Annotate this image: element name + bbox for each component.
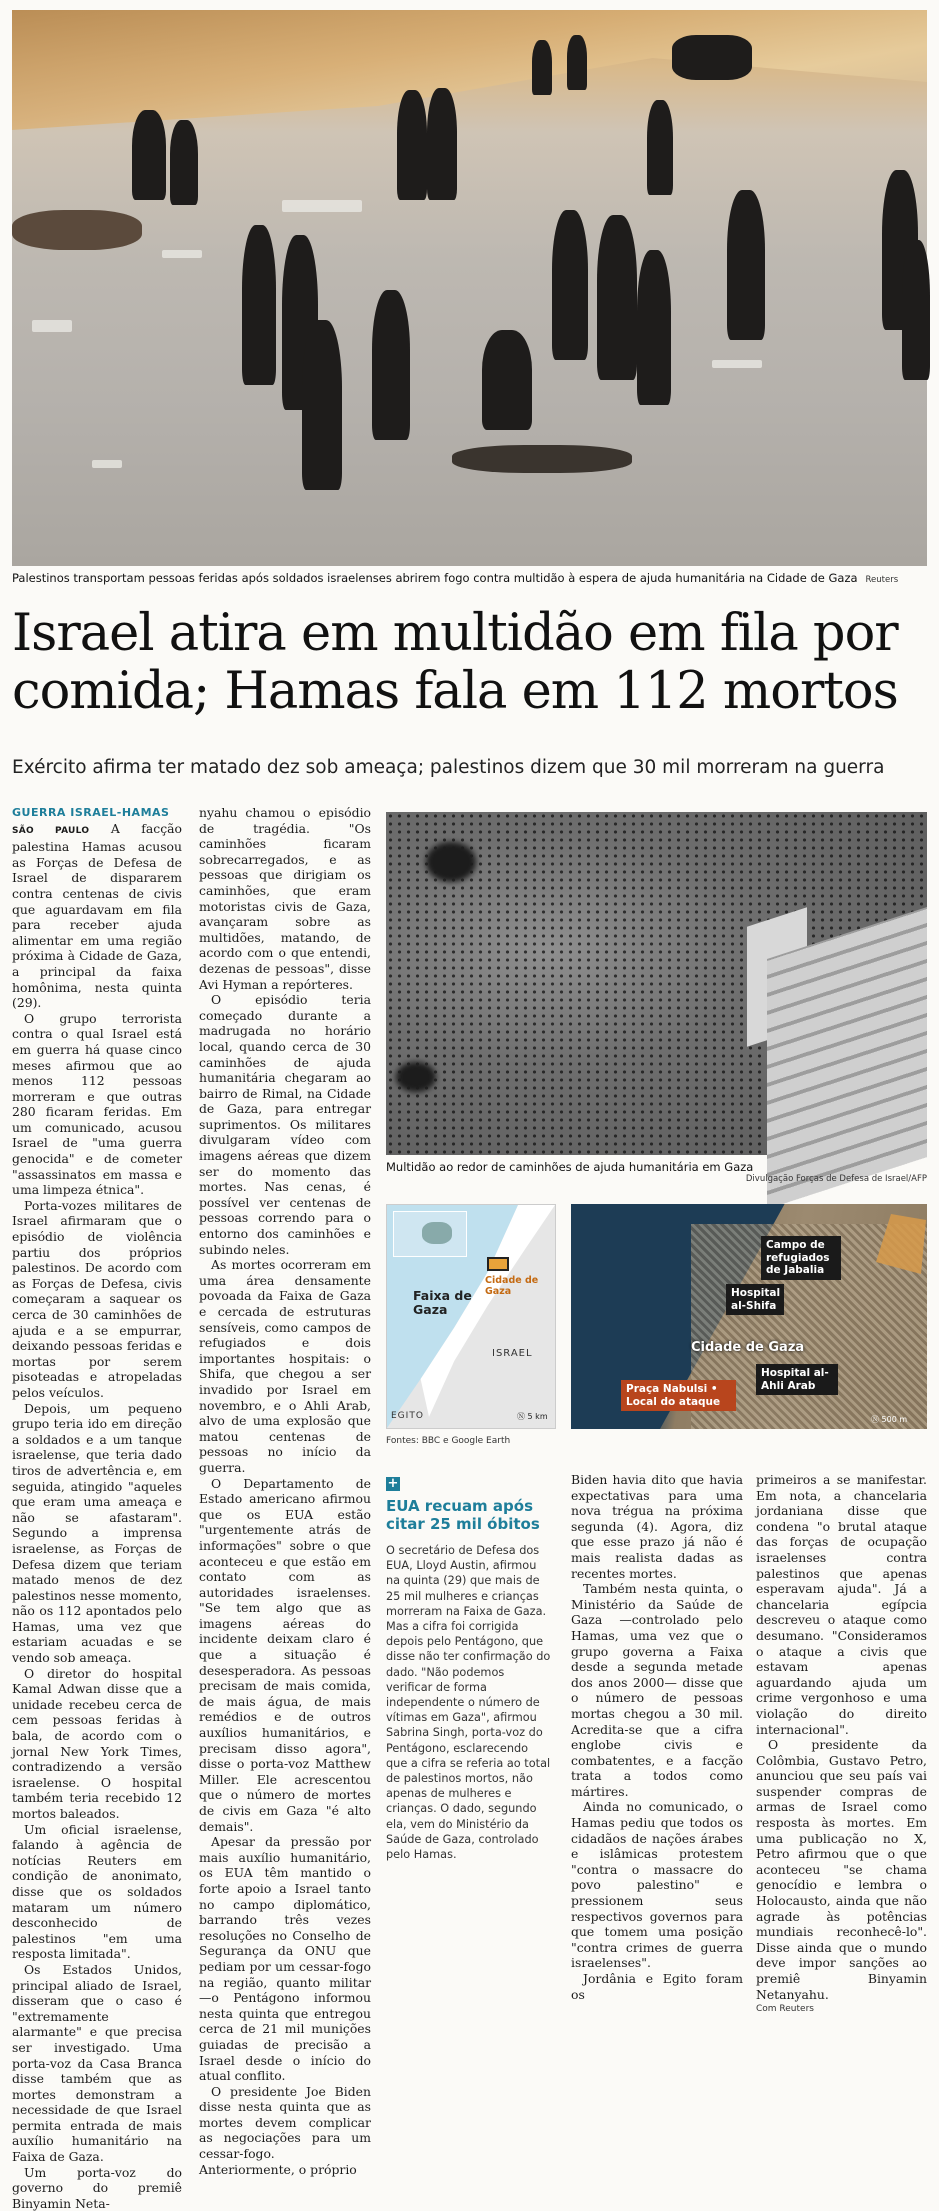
photo-cart [672,35,752,80]
map-label-jabalia: Campo de refugiados de Jabalia [761,1236,841,1280]
photo-figure [242,225,276,385]
paragraph: O grupo terrorista contra o qual Israel está em guerra há quase cinco meses afirmou que ao menos 112 pessoas morreram e que outras 280 ficaram feridas. Em um comunicado, acusou Israel de "uma guerra genocida" e de cometer "assassinatos em massa e uma limpeza étnica". [12,1010,182,1198]
paragraph: primeiros a se manifestar. Em nota, a chancelaria jordaniana disse que condena "o brutal ataque das forças de ocupação israelenses contra palestinos que apenas esperavam ajuda". Já a chancelaria egípcia descreveu o ataque como desumano. "Consideramos o ataque a civis que estavam apenas aguardando ajuda um crime vergonhoso e uma violação do direito internacional". [756,1472,927,1737]
photo-figure [427,88,457,200]
aerial-photo [386,812,927,1155]
photo-debris [712,360,762,368]
photo-figure [482,330,532,430]
caption-text: Palestinos transportam pessoas feridas após soldados israelenses abrirem fogo contra multidão à espera de ajuda humanitária na Cidade de Gaza [12,571,858,585]
map-world-inset [393,1211,467,1257]
paragraph: Também nesta quinta, o Ministério da Saúde de Gaza —controlado pelo Hamas, uma vez que o grupo governa a Faixa desde a segunda metade dos anos 2000— disse que o número de pessoas mortas chegou a 30 mil. Acredita-se que a cifra englobe civis e combatentes, e a facção trata a todos como mártires. [571,1581,743,1799]
map-label-israel: ISRAEL [492,1348,533,1359]
paragraph: Porta-vozes militares de Israel afirmaram que o episódio de violência partiu dos próprios palestinos. De acordo com as Forças de Defesa, civis começaram a saquear os cerca de 30 caminhões de ajuda e a se empurrar, deixando pessoas feridas e mortas por serem pisoteadas e atropeladas pelos veículos. [12,1197,182,1400]
plus-icon: + [387,1476,399,1491]
map-scale [871,1414,907,1425]
photo-figure [397,90,427,200]
photo-shadow [426,842,476,882]
scale-label: 5 km [527,1412,548,1421]
photo-figure [637,250,671,405]
paragraph: Depois, um pequeno grupo teria ido em direção a soldados e a um tanque israelense, que teria dado tiros de advertência e, em seguida, atingido "aqueles que eram uma ameaça e não se afastaram". Segundo a imprensa israelense, as Forças de Defesa dizem que teriam matado menos de dez palestinos nesse momento, não os 112 apontados pelo Hamas, uma vez que estariam acuadas e se vendo sob ameaça. [12,1400,182,1666]
paragraph: O episódio teria começado durante a madrugada no horário local, quando cerca de 30 caminhões de ajuda humanitária chegaram ao bairro de Rimal, na Cidade de Gaza, para entregar suprimentos. Os militares divulgaram vídeo com imagens aéreas que dizem ser do momento das mortes. Nas cenas, é possível ver centenas de pessoas correndo para o entorno dos caminhões e subindo neles. [199,992,371,1257]
photo-figure [302,320,342,490]
sidebar-box [386,1472,551,1862]
paragraph: Biden havia dito que havia expectativas para uma nova trégua na próxima segunda (4). Agora, diz que esse prazo já não é mais realista dadas as recentes mortes. [571,1472,743,1581]
photo-figure [552,210,588,360]
map-label-attack-site: Praça Nabulsi • Local do ataque [621,1380,736,1411]
article-column-4 [571,1472,743,2002]
north-arrow-icon: Ⓝ [517,1412,525,1421]
article-signoff: Com Reuters [756,2004,814,2015]
deck-subheadline: Exército afirma ter matado dez sob ameaça; palestinos dizem que 30 mil morreram na guerra [12,757,885,778]
satellite-map [571,1204,927,1429]
paragraph: O diretor do hospital Kamal Adwan disse que a unidade recebeu cerca de cem pessoas feridas à bala, de acordo com o jornal New York Times, contradizendo a versão israelense. O hospital também teria recebido 12 mortos baleados. [12,1665,182,1821]
photo-figure [597,215,637,380]
map-label-region: Faixa de Gaza [413,1288,472,1317]
photo-figure [170,120,198,205]
photo-figure [567,35,587,90]
aerial-photo-caption [386,1160,927,1184]
paragraph: O presidente Joe Biden disse nesta quinta que as mortes devem complicar as negociações para um cessar-fogo. Anteriormente, o próprio [199,2083,371,2177]
map-label-city: Cidade de Gaza [691,1340,805,1355]
article-column-5 [756,1472,927,2018]
photo-figure [902,240,930,380]
section-kicker: GUERRA ISRAEL-HAMAS [12,806,170,819]
photo-credit: Reuters [865,575,899,585]
north-arrow-icon: Ⓝ [871,1415,879,1424]
lead-photo [12,10,927,566]
paragraph: Jordânia e Egito foram os [571,1971,743,2002]
paragraph: O Departamento de Estado americano afirmou que os EUA estão "urgentemente atrás de informações" sobre o que aconteceu e que estão em contato com as autoridades israelenses. "Se tem algo que as imagens aéreas do incidente deixam claro é que a situação é desesperadora. As pessoas precisam de mais comida, de mais água, de mais remédios e de outros auxílios humanitários, e precisam disso agora", disse o porta-voz Matthew Miller. Ele acrescentou que o número de mortes de civis em Gaza "é alto demais". [199,1475,371,1834]
paragraph: O presidente da Colômbia, Gustavo Petro, anunciou que seu país vai suspender compras de armas de Israel como resposta às mortes. Em uma publicação no X, Petro afirmou que o que aconteceu "se chama genocídio e lembra o Holocausto, ainda que não agrade às potências mundiais reconhecê-lo". Disse ainda que o mundo deve impor sanções ao premiê Binyamin Netanyahu. [756,1737,927,2002]
photo-debris [162,250,202,258]
photo-figure [132,110,166,200]
caption-text: Multidão ao redor de caminhões de ajuda humanitária em Gaza [386,1160,754,1174]
photo-stretcher [12,210,142,250]
photo-figure [532,40,552,95]
paragraph: Um porta-voz do governo do premiê Binyamin Neta- [12,2164,182,2211]
paragraph: nyahu chamou o episódio de tragédia. "Os caminhões ficaram sobrecarregados, e as pessoas que dirigiam os caminhões, que eram motoristas civis de Gaza, avançaram sobre as multidões, matando, de acordo com o que entendi, dezenas de pessoas", disse Avi Hyman a repórteres. [199,805,371,992]
photo-debris [92,460,122,468]
photo-credit: Divulgação Forças de Defesa de Israel/AFP [745,1174,927,1184]
photo-figure [372,290,410,440]
map-label-shifa: Hospital al-Shifa [726,1284,784,1315]
headline: Israel atira em multidão em fila por comida; Hamas fala em 112 mortos [12,604,898,721]
photo-shadow [396,1062,436,1092]
map-label-city: Cidade de Gaza [485,1275,539,1297]
map-label-ahli: Hospital al-Ahli Arab [756,1364,838,1395]
map-city-marker [487,1257,509,1271]
sidebar-body: O secretário de Defesa dos EUA, Lloyd Austin, afirmou na quinta (29) que mais de 25 mil mulheres e crianças morreram na Faixa de Gaza. Mas a cifra foi corrigida depois pelo Pentágono, que disse não ter confirmação do dado. "Não podemos verificar de forma independente o número de vítimas em Gaza", afirmou Sabrina Singh, porta-voz do Pentágono, esclarecendo que a cifra se referia ao total de palestinos mortos, não apenas de mulheres e crianças. O dado, segundo ela, vem do Ministério da Saúde de Gaza, controlado pelo Hamas. [386,1544,551,1862]
paragraph: Apesar da pressão por mais auxílio humanitário, os EUA têm mantido o forte apoio a Israel tanto no campo diplomático, barrando três vezes resoluções no Conselho de Segurança da ONU que pediam por um cessar-fogo na região, quanto militar —o Pentágono informou nesta quinta que entregou cerca de 21 mil munições guiadas de precisão a Israel desde o início do atual conflito. [199,1834,371,2084]
photo-figure [647,100,673,195]
paragraph: Ainda no comunicado, o Hamas pediu que todos os cidadãos de nações árabes e islâmicas protestem "contra o massacre do povo palestino" e pressionem seus respectivos governos para que tomem uma posição "contra crimes de guerra israelenses". [571,1799,743,1971]
paragraph: As mortes ocorreram em uma área densamente povoada da Faixa de Gaza e cercada de estruturas sensíveis, como campos de refugiados e dois importantes hospitais: o Shifa, que chegou a ser invadido por Israel em novembro, e o Ahli Arab, alvo de uma explosão que matou centenas de pessoas no início da guerra. [199,1257,371,1475]
paragraph: Um oficial israelense, falando à agência de notícias Reuters em condição de anonimato, disse que os soldados mataram um número desconhecido de palestinos "em uma resposta limitada". [12,1821,182,1962]
article-column-2 [199,805,371,2177]
paragraph: Os Estados Unidos, principal aliado de Israel, disseram que o caso é "extremamente alarmante" e que precisa ser investigado. Uma porta-voz da Casa Branca disse também que as mortes demonstram a necessidade de que Israel permita entrada de mais auxílio humanitário na Faixa de Gaza. [12,1961,182,2165]
map-label-egypt: EGITO [391,1411,424,1421]
dateline: SÃO PAULO [12,825,90,836]
sidebar-title: EUA recuam após citar 25 mil óbitos [386,1497,540,1533]
photo-injured-person [452,445,632,473]
locator-map [386,1204,556,1429]
scale-label: 500 m [881,1415,908,1424]
article-column-1 [12,805,182,2211]
map-scale [517,1411,548,1422]
photo-debris [282,200,362,212]
photo-debris [32,320,72,332]
photo-figure [727,190,765,340]
map-sources: Fontes: BBC e Google Earth [386,1436,511,1446]
lead-photo-caption [12,571,927,585]
paragraph: A facção palestina Hamas acusou as Forças de Defesa de Israel de dispararem contra centenas de civis que aguardavam em fila para receber ajuda alimentar em uma região próxima à Cidade de Gaza, a principal da faixa homônima, nesta quinta (29). [12,820,182,1011]
